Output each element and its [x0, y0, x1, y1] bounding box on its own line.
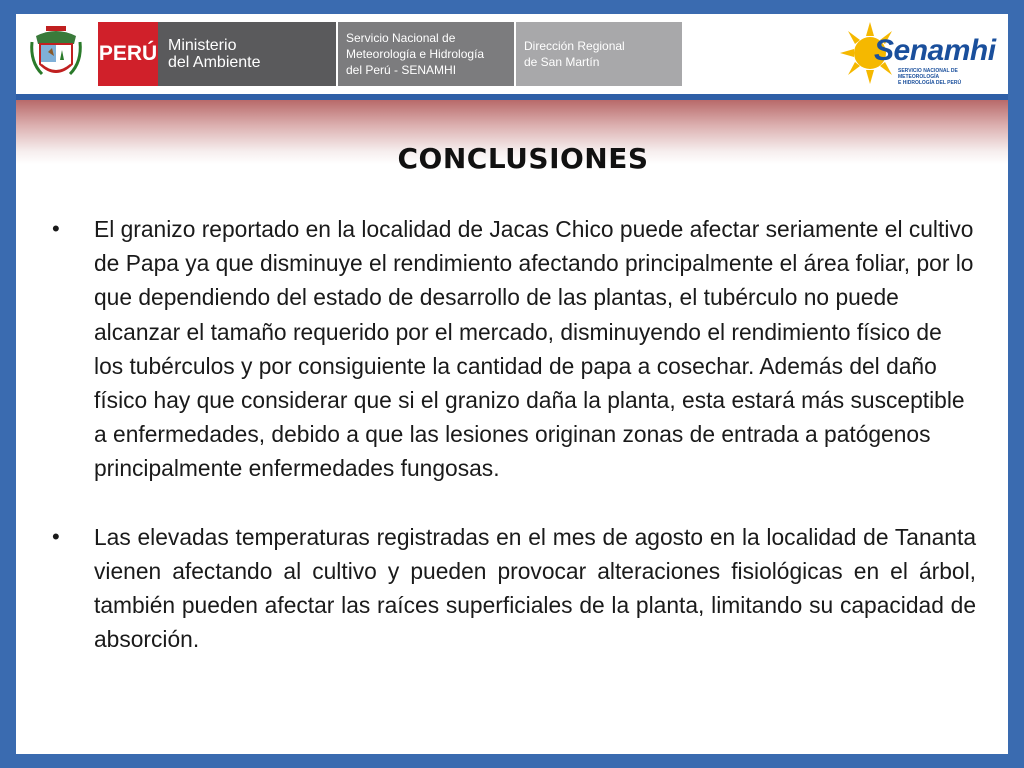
bullet-marker: •: [52, 523, 60, 549]
peru-label: PERÚ: [98, 22, 158, 86]
senamhi-subtitle: [898, 68, 992, 86]
direction-line-1: Dirección Regional: [524, 39, 625, 53]
coat-of-arms-icon: [28, 22, 84, 86]
bullet-text: Las elevadas temperaturas registradas en el mes de agosto en la localidad de Tananta vienen afectando al cultivo y pueden provocar alteraciones fisiológicas en el árbol, también pueden afectar las raíces superficiales de la planta, limitando su capacidad de absorción.: [94, 523, 976, 653]
bullet-text: El granizo reportado en la localidad de Jacas Chico puede afectar seriamente el cultivo de Papa ya que disminuye el rendimiento afectando principalmente el área foliar, por lo que dependiendo del estado de desarrollo de las plantas, el tubérculo no puede alcanzar el tamaño requerido por el mercado, disminuyendo el rendimiento físico de los tubérculos y por consiguiente la cantidad de papa a cosechar. Además del daño físico hay que considerar que si el granizo daña la planta, esta estará más susceptible a enfermedades, debido a que las lesiones originan zonas de entrada a patógenos principalmente enfermedades fungosas.: [94, 216, 974, 482]
senamhi-subtitle-line-1: SERVICIO NACIONAL DE METEOROLOGÍA: [898, 68, 958, 80]
service-line-3: del Perú - SENAMHI: [346, 63, 457, 77]
direction-label: [516, 22, 682, 86]
slide-title: CONCLUSIONES: [397, 142, 649, 175]
senamhi-logo: [840, 18, 996, 88]
bullet-marker: •: [52, 216, 60, 241]
bullet-item: [52, 212, 976, 486]
service-label: [338, 22, 514, 86]
direction-line-2: de San Martín: [524, 55, 600, 69]
ministry-line-2: del Ambiente: [168, 54, 261, 71]
government-logo-strip: [28, 22, 682, 86]
ministry-label: [158, 22, 336, 86]
senamhi-wordmark: Senamhi: [874, 34, 996, 67]
bullet-list: [52, 212, 976, 656]
senamhi-subtitle-line-2: E HIDROLOGÍA DEL PERÚ: [898, 80, 962, 86]
header-bar: [16, 14, 1008, 94]
service-line-1: Servicio Nacional de: [346, 31, 456, 45]
service-line-2: Meteorología e Hidrología: [346, 47, 485, 61]
bullet-item: [52, 520, 976, 657]
slide: [16, 14, 1008, 754]
ministry-line-1: Ministerio: [168, 37, 237, 54]
